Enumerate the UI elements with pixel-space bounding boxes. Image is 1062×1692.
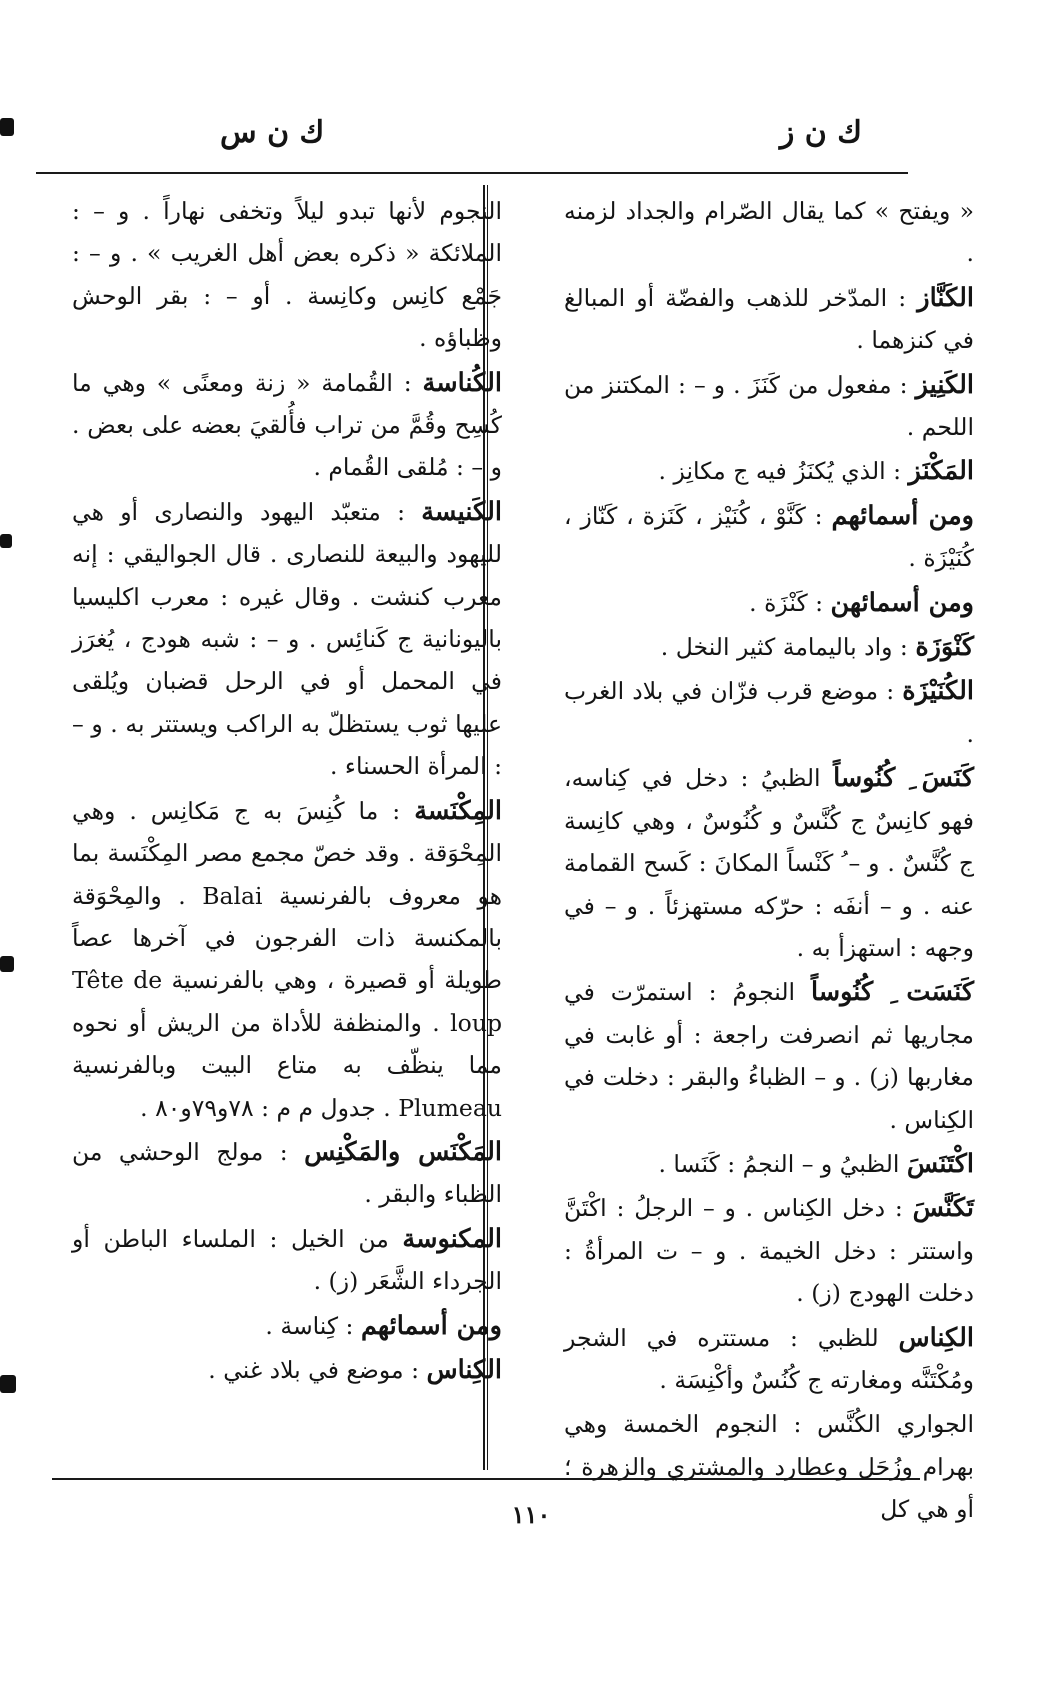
entry-text: : القُمامة « زنة ومعنًى » وهي ما كُسِح وقُمَّ من تراب فأُلقيَ بعضه على بعض . و – : مُلقى القُمام . — [72, 368, 502, 482]
headword: كَنْوَزَة — [915, 632, 974, 663]
entry-text: : مولج الوحشي من الظباء والبقر . — [72, 1137, 502, 1209]
entry-text: الجواري الكُنَّس : النجوم الخمسة وهي بهرام وزُحَل وعطارد والمشتري والزهرة ؛ أو هي كل — [564, 1410, 974, 1524]
headword: تَكَنَّسَ — [912, 1193, 974, 1224]
entry-text: : دخل الكِناس . و – الرجلُ : اكْتَنَّ واستتر : دخل الخيمة . و – ت المرأةُ : دخلت الهودج (ز) . — [564, 1194, 974, 1308]
headword: المِكْنَسة — [414, 795, 502, 826]
headword: المَكْنَز — [908, 456, 974, 487]
entry — [564, 450, 974, 492]
page-number: ١١٠ — [511, 1500, 551, 1529]
entry-text: : مفعول من كَنَزَ . و – : المكتنز من اللحم . — [564, 370, 974, 442]
entry-text: : كِناسة . — [265, 1311, 361, 1340]
entry — [72, 1131, 502, 1216]
entry-text: : الذي يُكنَزُ فيه ج مكانِز . — [658, 457, 909, 486]
entry — [564, 582, 974, 624]
entry — [72, 1349, 502, 1391]
margin-mark — [0, 1375, 16, 1393]
headword: الكَنيسة — [421, 496, 502, 527]
left-column — [72, 190, 502, 1393]
headword: الكُناسة — [422, 367, 502, 398]
entry — [72, 190, 502, 360]
headword: ومن أسمائهم — [831, 500, 974, 531]
entry-text: للظبي : مستتره في الشجر ومُكْتَنَّه ومغارته ج كُنُسٌ وأكْنِسَة . — [564, 1323, 974, 1394]
entry-text: من الخيل : الملساء الباطن أو الجرداء الشَّعَر (ز) . — [72, 1224, 502, 1296]
headword: الكِناس — [898, 1322, 974, 1353]
header-left-root: ك ن س — [220, 115, 325, 150]
entry — [72, 362, 502, 489]
entry-text: : موضع في بلاد غني . — [208, 1355, 427, 1384]
entry-text: الظبيُ : دخل في كِناسه، فهو كانِسٌ ج كُنَّسٌ و كُنُوسٌ ، وهي كانِسة ج كُنَّسٌ . و – ُ كَنْساً المكانَ : كَسح القمامة عنه . و – أنفَه : حرّكه مستهزئاً . و – في وجهه : استهزأ به . — [564, 764, 974, 962]
margin-mark — [0, 118, 14, 136]
entry — [564, 971, 974, 1141]
entry-text: « ويفتح » كما يقال الصّرام والجداد لزمنه . — [564, 197, 974, 268]
headword: المَكْنَس والمَكْنِس — [304, 1136, 502, 1167]
entry — [564, 190, 974, 275]
entry-text: الظبيُ و – النجمُ : كَنَسا . — [658, 1149, 907, 1178]
entry-text: : واد باليمامة كثير النخل . — [660, 633, 916, 662]
headword: الكِناس — [426, 1354, 502, 1385]
entry — [564, 670, 974, 755]
entry-text: : كَنْزَة . — [749, 588, 831, 617]
entry-text: : كَنَّوْ ، كُنَيْز ، كَنَزة ، كَنّاز ، كُنَيْزَة . — [564, 501, 974, 573]
entry-text: : ما كُنِسَ به ج مَكانِس . وهي المِحْوَقة . وقد خصّ مجمع مصر المِكْنَسة بما هو معروف بالفرنسية Balai . والمِحْوَقة بالمكنسة ذات الفرجون في آخرها عصاً طويلة أو قصيرة ، وهي بالفرنسية Tête de loup . والمنظفة للأداة من الريش أو نحوه مما ينظّف به متاع البيت وبالفرنسية Plumeau . جدول م م : ٧٨و٧٩و٨٠ . — [72, 796, 503, 1122]
header-right-root: ك ن ز — [779, 115, 862, 150]
entry — [564, 626, 974, 668]
headword: ومن أسمائهن — [830, 587, 974, 618]
margin-mark — [0, 534, 12, 548]
headword: اكْتَنَسَ — [906, 1148, 974, 1179]
entry — [564, 277, 974, 362]
margin-mark — [0, 956, 14, 972]
entry-text: : المدّخر للذهب والفضّة أو المبالغ في كنزهما . — [564, 283, 974, 355]
entry — [564, 1143, 974, 1185]
headword: الكَنَّاز — [917, 282, 974, 313]
headword: الكُنَيْزَة — [902, 676, 974, 707]
headword: ومن أسمائهم — [360, 1310, 502, 1341]
headword: المكنوسة — [402, 1223, 502, 1254]
entry — [564, 1187, 974, 1314]
top-rule — [36, 172, 908, 174]
headword: الكَنِيز — [915, 369, 974, 400]
entry-text: النجوم لأنها تبدو ليلاً وتخفى نهاراً . و – : الملائكة « ذكره بعض أهل الغريب » . و – : جَمْع كانِس وكانِسة . أو – : بقر الوحش وظباؤه . — [72, 197, 502, 353]
headword: كَنَسَ ِ كُنُوساً — [833, 763, 974, 794]
entry — [564, 364, 974, 449]
entry — [564, 757, 974, 969]
entry-text: : موضع قرب فزّان في بلاد الغرب . — [564, 677, 974, 748]
entry — [72, 491, 502, 788]
entry — [72, 1305, 502, 1347]
right-column — [564, 190, 974, 1533]
entry — [564, 1317, 974, 1402]
entry — [72, 1218, 502, 1303]
headword: كَنَسَت ِ كُنُوساً — [811, 977, 974, 1008]
entry-text: : متعبّد اليهود والنصارى أو هي لليهود والبيعة للنصارى . قال الجواليقي : إنه معرب كنشت . وقال غيره : معرب اكليسيا باليونانية ج كَنائِس . و – : شبه هودج ، يُغرَز في المحمل أو في الرحل قضبان ويُلقى عليها ثوب يستظلّ به الراكب ويستتر به . و – : المرأة الحسناء . — [72, 497, 502, 781]
entry — [564, 495, 974, 580]
entry-text: النجومُ : استمرّت في مجاريها ثم انصرفت راجعة : أو غابت في مغاربها (ز) . و – الظباءُ والبقر : دخلت في الكِناس . — [564, 978, 974, 1134]
entry — [72, 790, 502, 1129]
